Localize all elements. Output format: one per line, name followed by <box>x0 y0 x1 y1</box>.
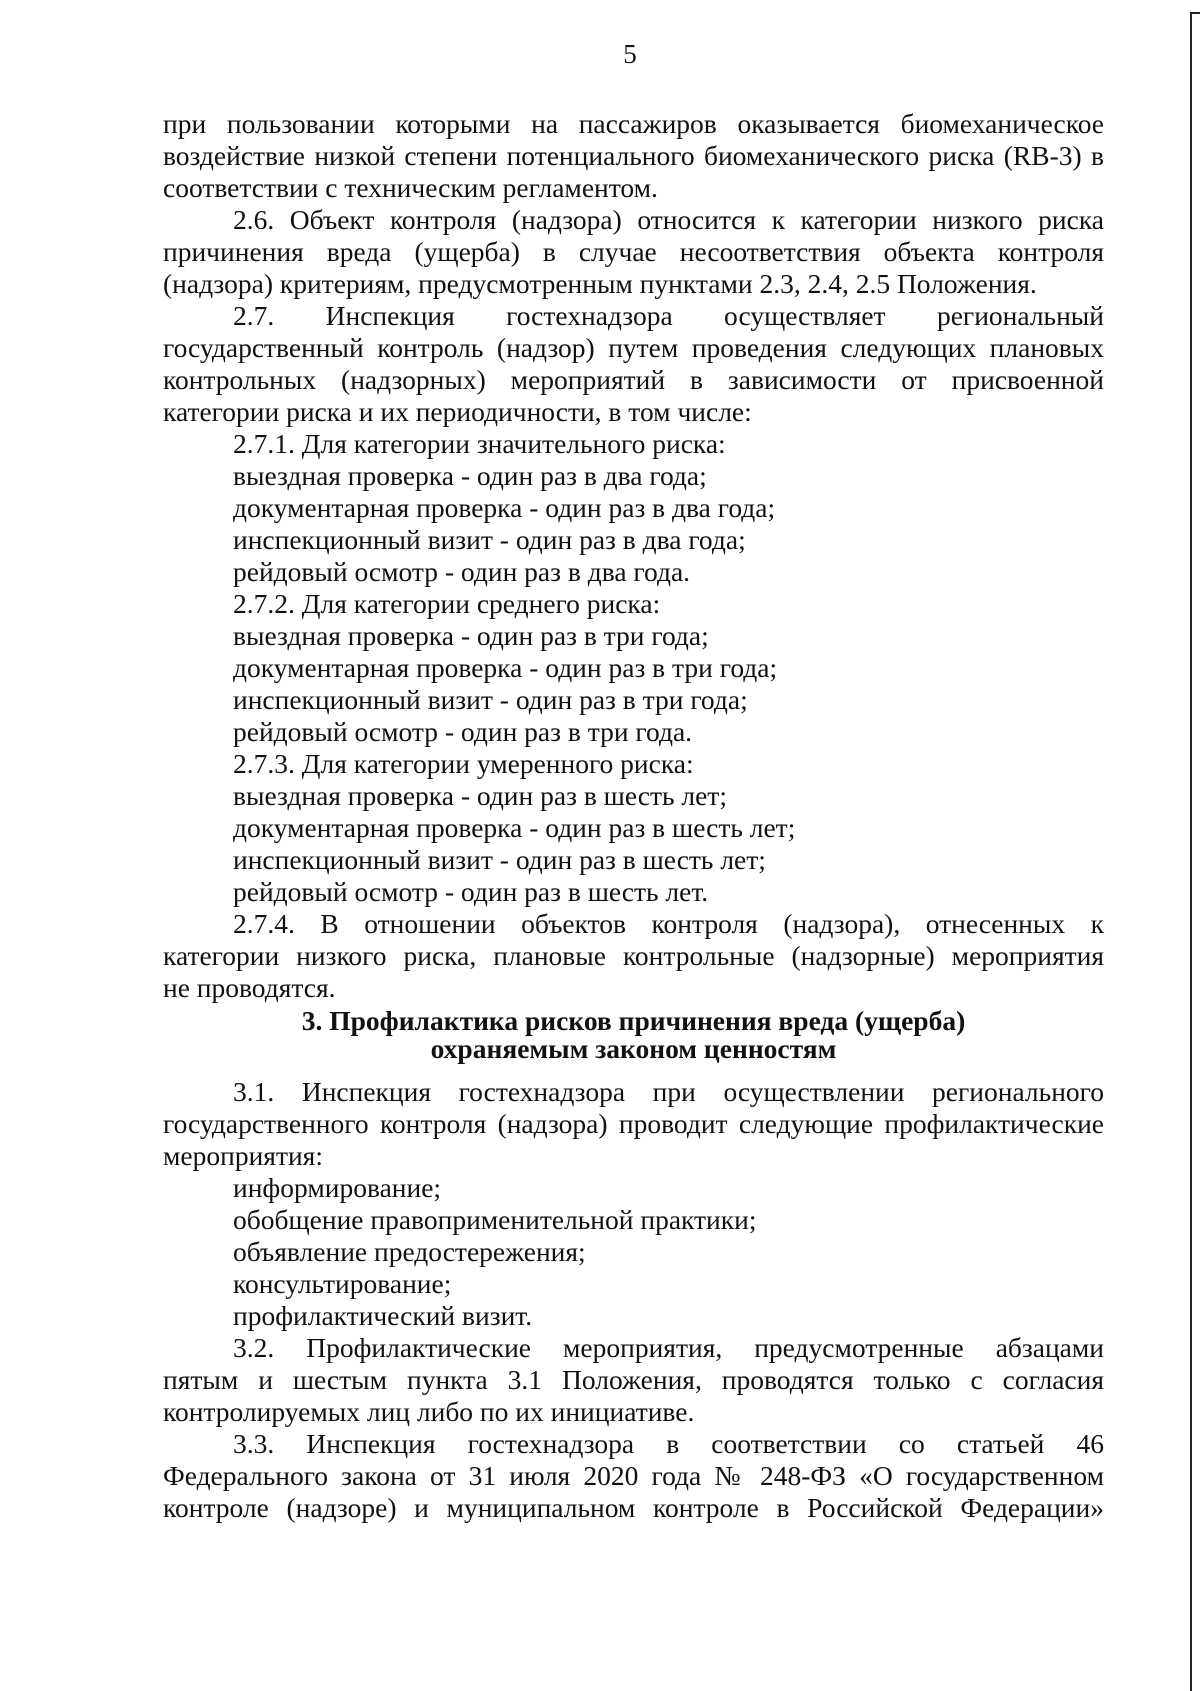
list-item: выездная проверка - один раз в два года; <box>233 460 707 491</box>
list-item: 2.7.3. Для категории умеренного риска: <box>233 748 694 779</box>
text-line: соответствии с техническим регламентом. <box>163 172 658 203</box>
list-item: документарная проверка - один раз в два года; <box>233 492 776 523</box>
list-item: обобщение правоприменительной практики; <box>233 1204 757 1235</box>
text-line: 3.2. Профилактические мероприятия, предусмотренные абзацами <box>233 1332 1104 1363</box>
text-line: мероприятия: <box>163 1140 323 1171</box>
list-item: выездная проверка - один раз в три года; <box>233 620 709 651</box>
list-item: рейдовый осмотр - один раз в два года. <box>233 556 691 587</box>
list-item: выездная проверка - один раз в шесть лет; <box>233 780 727 811</box>
page-number: 5 <box>623 39 637 69</box>
text-line: государственного контроля (надзора) проводит следующие профилактические <box>163 1108 1104 1139</box>
text-line: 2.6. Объект контроля (надзора) относится к категории низкого риска <box>233 204 1104 235</box>
list-item: информирование; <box>233 1172 442 1203</box>
list-item: инспекционный визит - один раз в шесть лет; <box>233 844 766 875</box>
list-item: 2.7.2. Для категории среднего риска: <box>233 588 661 619</box>
text-line: (надзора) критериям, предусмотренным пунктами 2.3, 2.4, 2.5 Положения. <box>163 268 1037 299</box>
list-item: инспекционный визит - один раз в три года; <box>233 684 748 715</box>
text-line: 2.7.4. В отношении объектов контроля (надзора), отнесенных к <box>233 908 1104 939</box>
text-line: Федерального закона от 31 июля 2020 года № 248-ФЗ «О государственном <box>163 1460 1104 1491</box>
text-line: категории низкого риска, плановые контрольные (надзорные) мероприятия <box>163 940 1104 971</box>
list-item: консультирование; <box>233 1268 452 1299</box>
list-item: 2.7.1. Для категории значительного риска: <box>233 428 726 459</box>
section-heading-line-2: охраняемым законом ценностям <box>430 1033 837 1064</box>
list-item: рейдовый осмотр - один раз в шесть лет. <box>233 876 709 907</box>
list-item: объявление предостережения; <box>233 1236 586 1267</box>
section-heading-line-1: 3. Профилактика рисков причинения вреда (ущерба) <box>301 1005 966 1036</box>
scan-edge-border <box>1190 12 1200 1691</box>
text-line: причинения вреда (ущерба) в случае несоответствия объекта контроля <box>163 236 1104 267</box>
list-item: документарная проверка - один раз в три года; <box>233 652 778 683</box>
text-line: контрольных (надзорных) мероприятий в зависимости от присвоенной <box>163 364 1104 395</box>
text-line: 3.1. Инспекция гостехнадзора при осуществлении регионального <box>233 1076 1104 1107</box>
list-item: документарная проверка - один раз в шесть лет; <box>233 812 796 843</box>
text-line: 2.7. Инспекция гостехнадзора осуществляет региональный <box>233 300 1104 331</box>
text-line: не проводятся. <box>163 972 336 1003</box>
text-line: контролируемых лиц либо по их инициативе. <box>163 1396 695 1427</box>
text-line: категории риска и их периодичности, в том числе: <box>163 396 752 427</box>
text-line: пятым и шестым пункта 3.1 Положения, проводятся только с согласия <box>163 1364 1104 1395</box>
list-item: рейдовый осмотр - один раз в три года. <box>233 716 693 747</box>
text-line: воздействие низкой степени потенциального биомеханического риска (RB-3) в <box>163 140 1104 171</box>
text-line: контроле (надзоре) и муниципальном контроле в Российской Федерации» <box>163 1492 1104 1523</box>
list-item: инспекционный визит - один раз в два года; <box>233 524 746 555</box>
list-item: профилактический визит. <box>233 1300 533 1331</box>
text-line: государственный контроль (надзор) путем проведения следующих плановых <box>163 332 1104 363</box>
text-line: 3.3. Инспекция гостехнадзора в соответствии со статьей 46 <box>233 1428 1104 1459</box>
text-line: при пользовании которыми на пассажиров оказывается биомеханическое <box>163 108 1104 139</box>
